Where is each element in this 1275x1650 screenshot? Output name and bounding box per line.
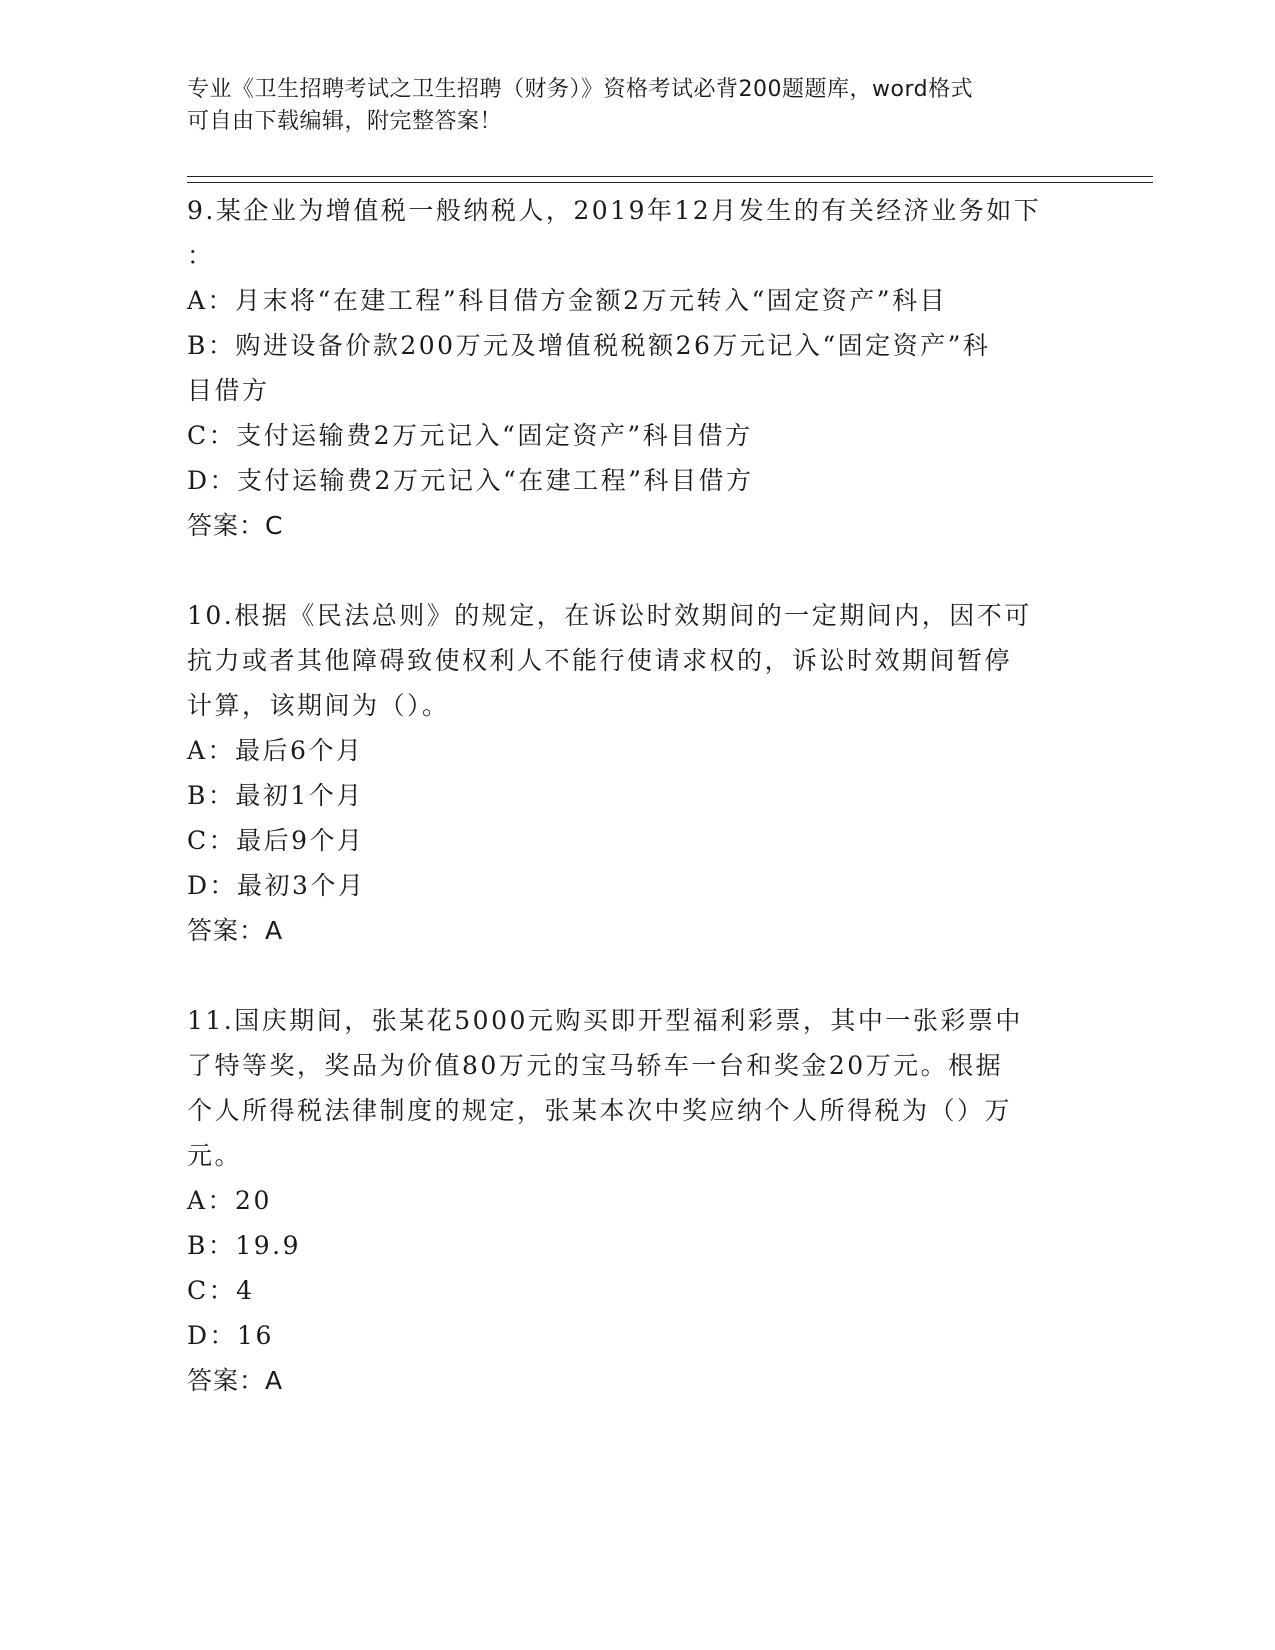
option-b-continued: 目借方 xyxy=(187,376,270,405)
question-10 xyxy=(187,593,1087,953)
question-stem-line: 10.根据《民法总则》的规定，在诉讼时效期间的一定期间内，因不可 xyxy=(187,601,1032,630)
answer-label: 答案：A xyxy=(187,916,284,945)
option-c: C：最后9个月 xyxy=(187,826,365,855)
answer-label: 答案：A xyxy=(187,1366,284,1395)
option-d: D：支付运输费2万元记入“在建工程”科目借方 xyxy=(187,466,754,495)
question-stem-line: 抗力或者其他障碍致使权利人不能行使请求权的，诉讼时效期间暂停 xyxy=(187,646,1013,675)
question-9 xyxy=(187,188,1087,548)
question-stem-line: 计算，该期间为（）。 xyxy=(187,691,450,720)
document-header xyxy=(187,74,1067,138)
option-d: D：最初3个月 xyxy=(187,871,366,900)
header-divider-bottom xyxy=(187,182,1153,183)
question-stem-line: 个人所得税法律制度的规定，张某本次中奖应纳个人所得税为（）万 xyxy=(187,1096,1013,1125)
question-stem-line: 9.某企业为增值税一般纳税人，2019年12月发生的有关经济业务如下 xyxy=(187,196,1042,225)
option-a: A：最后6个月 xyxy=(187,736,364,765)
option-d: D：16 xyxy=(187,1321,274,1350)
question-spacer xyxy=(187,953,1087,998)
option-c: C：支付运输费2万元记入“固定资产”科目借方 xyxy=(187,421,753,450)
option-c: C：4 xyxy=(187,1276,255,1305)
question-stem-line: ： xyxy=(187,241,215,270)
header-line-2: 可自由下载编辑，附完整答案！ xyxy=(187,109,503,134)
option-b: B：19.9 xyxy=(187,1231,302,1260)
answer-label: 答案：C xyxy=(187,511,284,540)
option-a: A：月末将“在建工程”科目借方金额2万元转入“固定资产”科目 xyxy=(187,286,948,315)
question-11 xyxy=(187,998,1087,1403)
question-list xyxy=(187,188,1087,1403)
header-line-1: 专业《卫生招聘考试之卫生招聘（财务）》资格考试必背200题题库，word格式 xyxy=(187,77,974,102)
question-stem-line: 11.国庆期间，张某花5000元购买即开型福利彩票，其中一张彩票中 xyxy=(187,1006,1023,1035)
question-stem-line: 了特等奖，奖品为价值80万元的宝马轿车一台和奖金20万元。根据 xyxy=(187,1051,1004,1080)
header-divider-top xyxy=(187,176,1153,177)
question-stem-line: 元。 xyxy=(187,1141,243,1170)
option-a: A：20 xyxy=(187,1186,272,1215)
question-spacer xyxy=(187,548,1087,593)
option-b: B：购进设备价款200万元及增值税税额26万元记入“固定资产”科 xyxy=(187,331,991,360)
option-b: B：最初1个月 xyxy=(187,781,364,810)
